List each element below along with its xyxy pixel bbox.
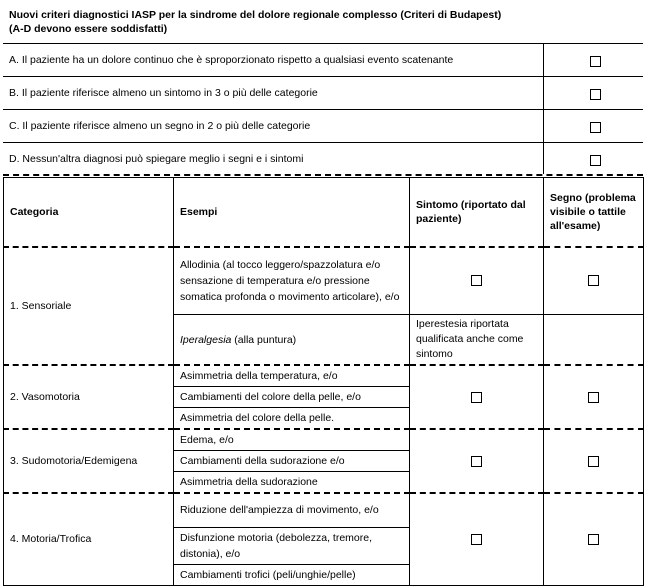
title-line-1: Nuovi criteri diagnostici IASP per la sindrome del dolore regionale complesso (Criteri di Budapest) (9, 9, 502, 21)
table-row (4, 247, 644, 315)
category-vasomotoria: 2. Vasomotoria (4, 365, 174, 429)
motoria-segno-cell (544, 493, 644, 585)
categories-table (3, 177, 644, 586)
title-line-2: (A-D devono essere soddisfatti) (9, 23, 168, 35)
motoria-segno-checkbox[interactable] (588, 534, 599, 545)
iperalgesia-term: Iperalgesia (180, 333, 232, 346)
sensoriale-sintomo-cell (410, 247, 544, 315)
criterion-c-checkbox[interactable] (590, 122, 601, 133)
criterion-d-text: D. Nessun'altra diagnosi può spiegare meglio i segni e i sintomi (9, 153, 304, 165)
example-colore: Cambiamenti del colore della pelle, e/o (174, 387, 410, 408)
motoria-sintomo-cell (410, 493, 544, 585)
sensoriale-sintomo-checkbox[interactable] (471, 275, 482, 286)
header-sintomo: Sintomo (riportato dal paziente) (410, 178, 544, 247)
divider (543, 77, 544, 109)
vasomotoria-segno-checkbox[interactable] (588, 392, 599, 403)
category-sudomotoria: 3. Sudomotoria/Edemigena (4, 429, 174, 493)
example-ampiezza: Riduzione dell'ampiezza di movimento, e/o (174, 493, 410, 527)
divider (543, 44, 544, 76)
table-row (4, 493, 644, 527)
vasomotoria-segno-cell (544, 365, 644, 429)
example-edema: Edema, e/o (174, 429, 410, 451)
sudomotoria-segno-checkbox[interactable] (588, 456, 599, 467)
table-header-row (4, 178, 644, 247)
criterion-c-text: C. Il paziente riferisce almeno un segno in 2 o più delle categorie (9, 120, 311, 132)
example-asimmetria-sudorazione: Asimmetria della sudorazione (174, 472, 410, 494)
sensoriale-segno-cell (544, 247, 644, 315)
criterion-d-checkbox[interactable] (590, 155, 601, 166)
example-asimmetria-colore: Asimmetria del colore della pelle. (174, 408, 410, 430)
criterion-a-checkbox[interactable] (590, 56, 601, 67)
example-disfunzione: Disfunzione motoria (debolezza, tremore, distonia), e/o (174, 527, 410, 564)
table-row (4, 429, 644, 451)
category-motoria: 4. Motoria/Trofica (4, 493, 174, 585)
sensoriale-segno-checkbox[interactable] (588, 275, 599, 286)
example-temperatura: Asimmetria della temperatura, e/o (174, 365, 410, 387)
iperestesia-note: Iperestesia riportata qualificata anche come sintomo (410, 315, 544, 366)
iperalgesia-detail: (alla puntura) (231, 333, 297, 346)
criterion-d-row (3, 143, 643, 176)
header-categoria: Categoria (4, 178, 174, 247)
example-allodinia: Allodinia (al tocco leggero/spazzolatura e/o sensazione di temperatura e/o pressione somatica profonda o movimento articolare), e/o (174, 247, 410, 315)
motoria-sintomo-checkbox[interactable] (471, 534, 482, 545)
header-esempi: Esempi (174, 178, 410, 247)
criterion-a-row (3, 44, 643, 77)
criterion-c-row (3, 110, 643, 143)
criterion-b-row (3, 77, 643, 110)
divider (543, 143, 544, 174)
header-segno: Segno (problema visibile o tattile all'esame) (544, 178, 644, 247)
vasomotoria-sintomo-checkbox[interactable] (471, 392, 482, 403)
example-trofici: Cambiamenti trofici (peli/unghie/pelle) (174, 564, 410, 585)
criterion-b-text: B. Il paziente riferisce almeno un sintomo in 3 o più delle categorie (9, 87, 318, 99)
sudomotoria-sintomo-checkbox[interactable] (471, 456, 482, 467)
table-row (4, 365, 644, 387)
example-iperalgesia (174, 315, 410, 366)
sudomotoria-segno-cell (544, 429, 644, 493)
empty-cell (544, 315, 644, 366)
criterion-b-checkbox[interactable] (590, 89, 601, 100)
category-sensoriale: 1. Sensoriale (4, 247, 174, 366)
sudomotoria-sintomo-cell (410, 429, 544, 493)
criterion-a-text: A. Il paziente ha un dolore continuo che è sproporzionato rispetto a qualsiasi evento scatenante (9, 54, 454, 66)
divider (543, 110, 544, 142)
vasomotoria-sintomo-cell (410, 365, 544, 429)
example-sudorazione: Cambiamenti della sudorazione e/o (174, 451, 410, 472)
form-title (3, 4, 643, 44)
